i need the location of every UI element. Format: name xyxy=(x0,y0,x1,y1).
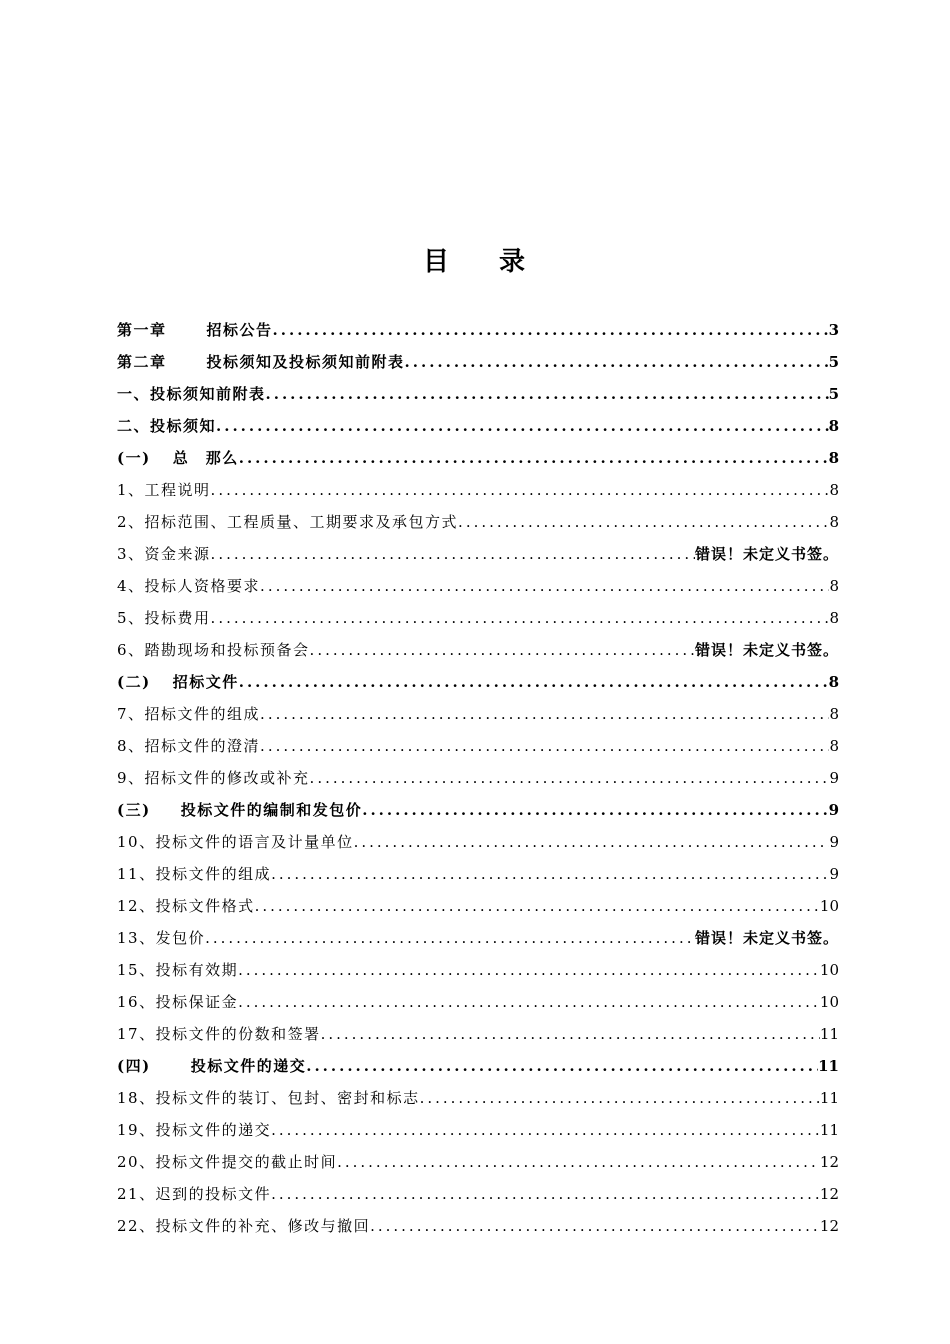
toc-page-number: 9 xyxy=(829,865,839,883)
toc-entry-number: 第一章 xyxy=(117,321,167,339)
toc-page-number: 5 xyxy=(828,353,839,371)
toc-dot-leader xyxy=(239,666,829,698)
toc-entry-title: 15、投标有效期 xyxy=(117,961,239,979)
toc-entry[interactable] xyxy=(117,954,839,986)
toc-entry-label xyxy=(117,1210,370,1242)
toc-dot-leader xyxy=(273,314,829,346)
toc-dot-leader xyxy=(458,506,829,538)
toc-entry[interactable] xyxy=(117,570,839,602)
toc-entry-label xyxy=(117,378,266,410)
toc-entry-label xyxy=(117,858,271,890)
toc-dot-leader xyxy=(321,1018,820,1050)
toc-entry-label xyxy=(117,474,211,506)
toc-entry[interactable] xyxy=(117,314,839,346)
toc-entry-title: 8、招标文件的澄清 xyxy=(117,737,261,755)
toc-page-number: 11 xyxy=(819,1089,839,1107)
toc-entry[interactable] xyxy=(117,538,839,570)
toc-entry[interactable] xyxy=(117,474,839,506)
toc-dot-leader xyxy=(354,826,830,858)
toc-entry-title: 17、投标文件的份数和签署 xyxy=(117,1025,321,1043)
toc-entry-label xyxy=(117,346,405,378)
toc-entry[interactable] xyxy=(117,1210,839,1242)
toc-entry-label xyxy=(117,1146,337,1178)
toc-heading xyxy=(0,242,950,282)
toc-entry-title: 6、踏勘现场和投标预备会 xyxy=(117,641,310,659)
toc-dot-leader xyxy=(370,1210,820,1242)
toc-entry-title: 12、投标文件格式 xyxy=(117,897,255,915)
toc-entry-label xyxy=(117,1082,420,1114)
toc-entry-title: 21、迟到的投标文件 xyxy=(117,1185,272,1203)
toc-entry-label xyxy=(117,506,458,538)
toc-entry[interactable] xyxy=(117,826,839,858)
toc-entry-title: 7、招标文件的组成 xyxy=(117,705,261,723)
toc-page-number: 12 xyxy=(819,1217,839,1235)
toc-entry-label xyxy=(117,730,260,762)
toc-dot-leader xyxy=(310,762,830,794)
toc-page-number: 8 xyxy=(829,577,839,595)
toc-page-number: 8 xyxy=(829,481,839,499)
toc-entry[interactable] xyxy=(117,1146,839,1178)
toc-entry[interactable] xyxy=(117,1114,839,1146)
toc-entry-label xyxy=(117,666,239,698)
toc-bookmark-error: 错误！未定义书签。 xyxy=(694,641,839,659)
toc-entry-label xyxy=(117,442,239,474)
toc-entry-title: 招标文件 xyxy=(172,673,239,691)
toc-entry-label xyxy=(117,954,238,986)
toc-dot-leader xyxy=(211,538,695,570)
toc-entry-title: 20、投标文件提交的截止时间 xyxy=(117,1153,338,1171)
toc-entry[interactable] xyxy=(117,1050,839,1082)
toc-dot-leader xyxy=(306,1050,818,1082)
toc-entry[interactable] xyxy=(117,794,839,826)
toc-entry-label xyxy=(117,986,238,1018)
toc-entry-number: (四) xyxy=(117,1057,151,1075)
toc-entry[interactable] xyxy=(117,634,839,666)
toc-bookmark-error: 错误！未定义书签。 xyxy=(694,545,839,563)
toc-entry-title: 3、资金来源 xyxy=(117,545,211,563)
toc-entry-label xyxy=(117,762,310,794)
toc-entry-label xyxy=(117,410,216,442)
toc-dot-leader xyxy=(255,890,820,922)
toc-entry-number: 第二章 xyxy=(117,353,167,371)
toc-dot-leader xyxy=(239,442,829,474)
toc-page-number: 8 xyxy=(829,513,839,531)
toc-page-number: 8 xyxy=(829,609,839,627)
toc-bookmark-error: 错误！未定义书签。 xyxy=(694,929,839,947)
toc-page-number: 9 xyxy=(829,833,839,851)
toc-entry-label xyxy=(117,634,310,666)
toc-entry-title: 16、投标保证金 xyxy=(117,993,239,1011)
toc-entry[interactable] xyxy=(117,666,839,698)
toc-entry-title: 19、投标文件的递交 xyxy=(117,1121,272,1139)
toc-dot-leader xyxy=(211,474,830,506)
toc-page-number: 10 xyxy=(819,993,839,1011)
toc-page-number: 5 xyxy=(828,385,839,403)
toc-entry-title: 招标公告 xyxy=(206,321,273,339)
toc-entry[interactable] xyxy=(117,1082,839,1114)
toc-entry-label xyxy=(117,1018,321,1050)
toc-entry-label xyxy=(117,1178,271,1210)
toc-dot-leader xyxy=(271,1178,820,1210)
toc-page-number: 11 xyxy=(819,1025,839,1043)
toc-entry-label xyxy=(117,1050,306,1082)
toc-entry-title: 4、投标人资格要求 xyxy=(117,577,261,595)
toc-dot-leader xyxy=(362,794,828,826)
toc-page-number: 12 xyxy=(819,1153,839,1171)
toc-entry[interactable] xyxy=(117,602,839,634)
toc-entry-label xyxy=(117,794,362,826)
toc-dot-leader xyxy=(260,730,829,762)
toc-page-number: 3 xyxy=(828,321,839,339)
toc-heading-char-1: 目 xyxy=(422,247,451,277)
toc-dot-leader xyxy=(205,922,695,954)
toc-entry-number: (二) xyxy=(117,673,151,691)
toc-dot-leader xyxy=(260,698,829,730)
toc-entry[interactable] xyxy=(117,730,839,762)
toc-entry-title: 2、招标范围、工程质量、工期要求及承包方式 xyxy=(117,513,459,531)
toc-entry-title: 投标文件的递交 xyxy=(190,1057,307,1075)
toc-entry-label xyxy=(117,602,211,634)
toc-entry-title: 5、投标费用 xyxy=(117,609,211,627)
toc-entry-title: 投标须知及投标须知前附表 xyxy=(206,353,405,371)
toc-entry[interactable] xyxy=(117,1018,839,1050)
toc-entry[interactable] xyxy=(117,858,839,890)
toc-page-number: 10 xyxy=(819,897,839,915)
toc-entry[interactable] xyxy=(117,1178,839,1210)
toc-dot-leader xyxy=(266,378,829,410)
toc-entry[interactable] xyxy=(117,890,839,922)
toc-entry[interactable] xyxy=(117,986,839,1018)
toc-dot-leader xyxy=(271,858,829,890)
toc-entry-title: 22、投标文件的补充、修改与撤回 xyxy=(117,1217,371,1235)
toc-entry[interactable] xyxy=(117,442,839,474)
toc-entry-title: 13、发包价 xyxy=(117,929,206,947)
toc-page-number: 8 xyxy=(828,417,839,435)
toc-page-number: 8 xyxy=(829,705,839,723)
toc-entry[interactable] xyxy=(117,378,839,410)
toc-entry-label xyxy=(117,922,205,954)
toc-entry-label xyxy=(117,890,255,922)
toc-entry[interactable] xyxy=(117,346,839,378)
toc-dot-leader xyxy=(260,570,829,602)
toc-dot-leader xyxy=(271,1114,820,1146)
table-of-contents xyxy=(117,314,839,1242)
toc-entry[interactable] xyxy=(117,762,839,794)
toc-dot-leader xyxy=(310,634,695,666)
toc-entry-title: 11、投标文件的组成 xyxy=(117,865,272,883)
toc-entry-label xyxy=(117,826,354,858)
toc-dot-leader xyxy=(405,346,829,378)
toc-entry-number: (一) xyxy=(117,449,151,467)
toc-dot-leader xyxy=(337,1146,820,1178)
toc-entry-number: (三) xyxy=(117,801,151,819)
toc-page-number: 9 xyxy=(829,769,839,787)
toc-page-number: 8 xyxy=(828,449,839,467)
toc-entry-label xyxy=(117,538,211,570)
toc-entry-label xyxy=(117,570,260,602)
toc-entry-title: 投标文件的编制和发包价 xyxy=(180,801,363,819)
toc-entry-title: 18、投标文件的装订、包封、密封和标志 xyxy=(117,1089,420,1107)
toc-entry-title: 总 那么 xyxy=(172,449,239,467)
toc-entry[interactable] xyxy=(117,698,839,730)
toc-heading-char-2: 录 xyxy=(499,247,528,277)
toc-entry-title: 1、工程说明 xyxy=(117,481,211,499)
toc-page-number: 12 xyxy=(819,1185,839,1203)
toc-page-number: 8 xyxy=(829,737,839,755)
toc-page-number: 10 xyxy=(819,961,839,979)
toc-page-number: 11 xyxy=(818,1057,839,1075)
toc-entry-title: 9、招标文件的修改或补充 xyxy=(117,769,310,787)
toc-entry-label xyxy=(117,314,273,346)
toc-dot-leader xyxy=(420,1082,820,1114)
toc-dot-leader xyxy=(238,986,820,1018)
toc-entry-title: 二、投标须知 xyxy=(117,417,217,435)
toc-entry-label xyxy=(117,1114,271,1146)
toc-dot-leader xyxy=(211,602,830,634)
toc-page-number: 8 xyxy=(828,673,839,691)
toc-entry[interactable] xyxy=(117,506,839,538)
toc-entry[interactable] xyxy=(117,410,839,442)
toc-entry-label xyxy=(117,698,260,730)
toc-dot-leader xyxy=(216,410,829,442)
toc-page-number: 11 xyxy=(819,1121,839,1139)
toc-entry-title: 一、投标须知前附表 xyxy=(117,385,266,403)
toc-entry[interactable] xyxy=(117,922,839,954)
toc-page-number: 9 xyxy=(828,801,839,819)
toc-dot-leader xyxy=(238,954,820,986)
toc-entry-title: 10、投标文件的语言及计量单位 xyxy=(117,833,354,851)
